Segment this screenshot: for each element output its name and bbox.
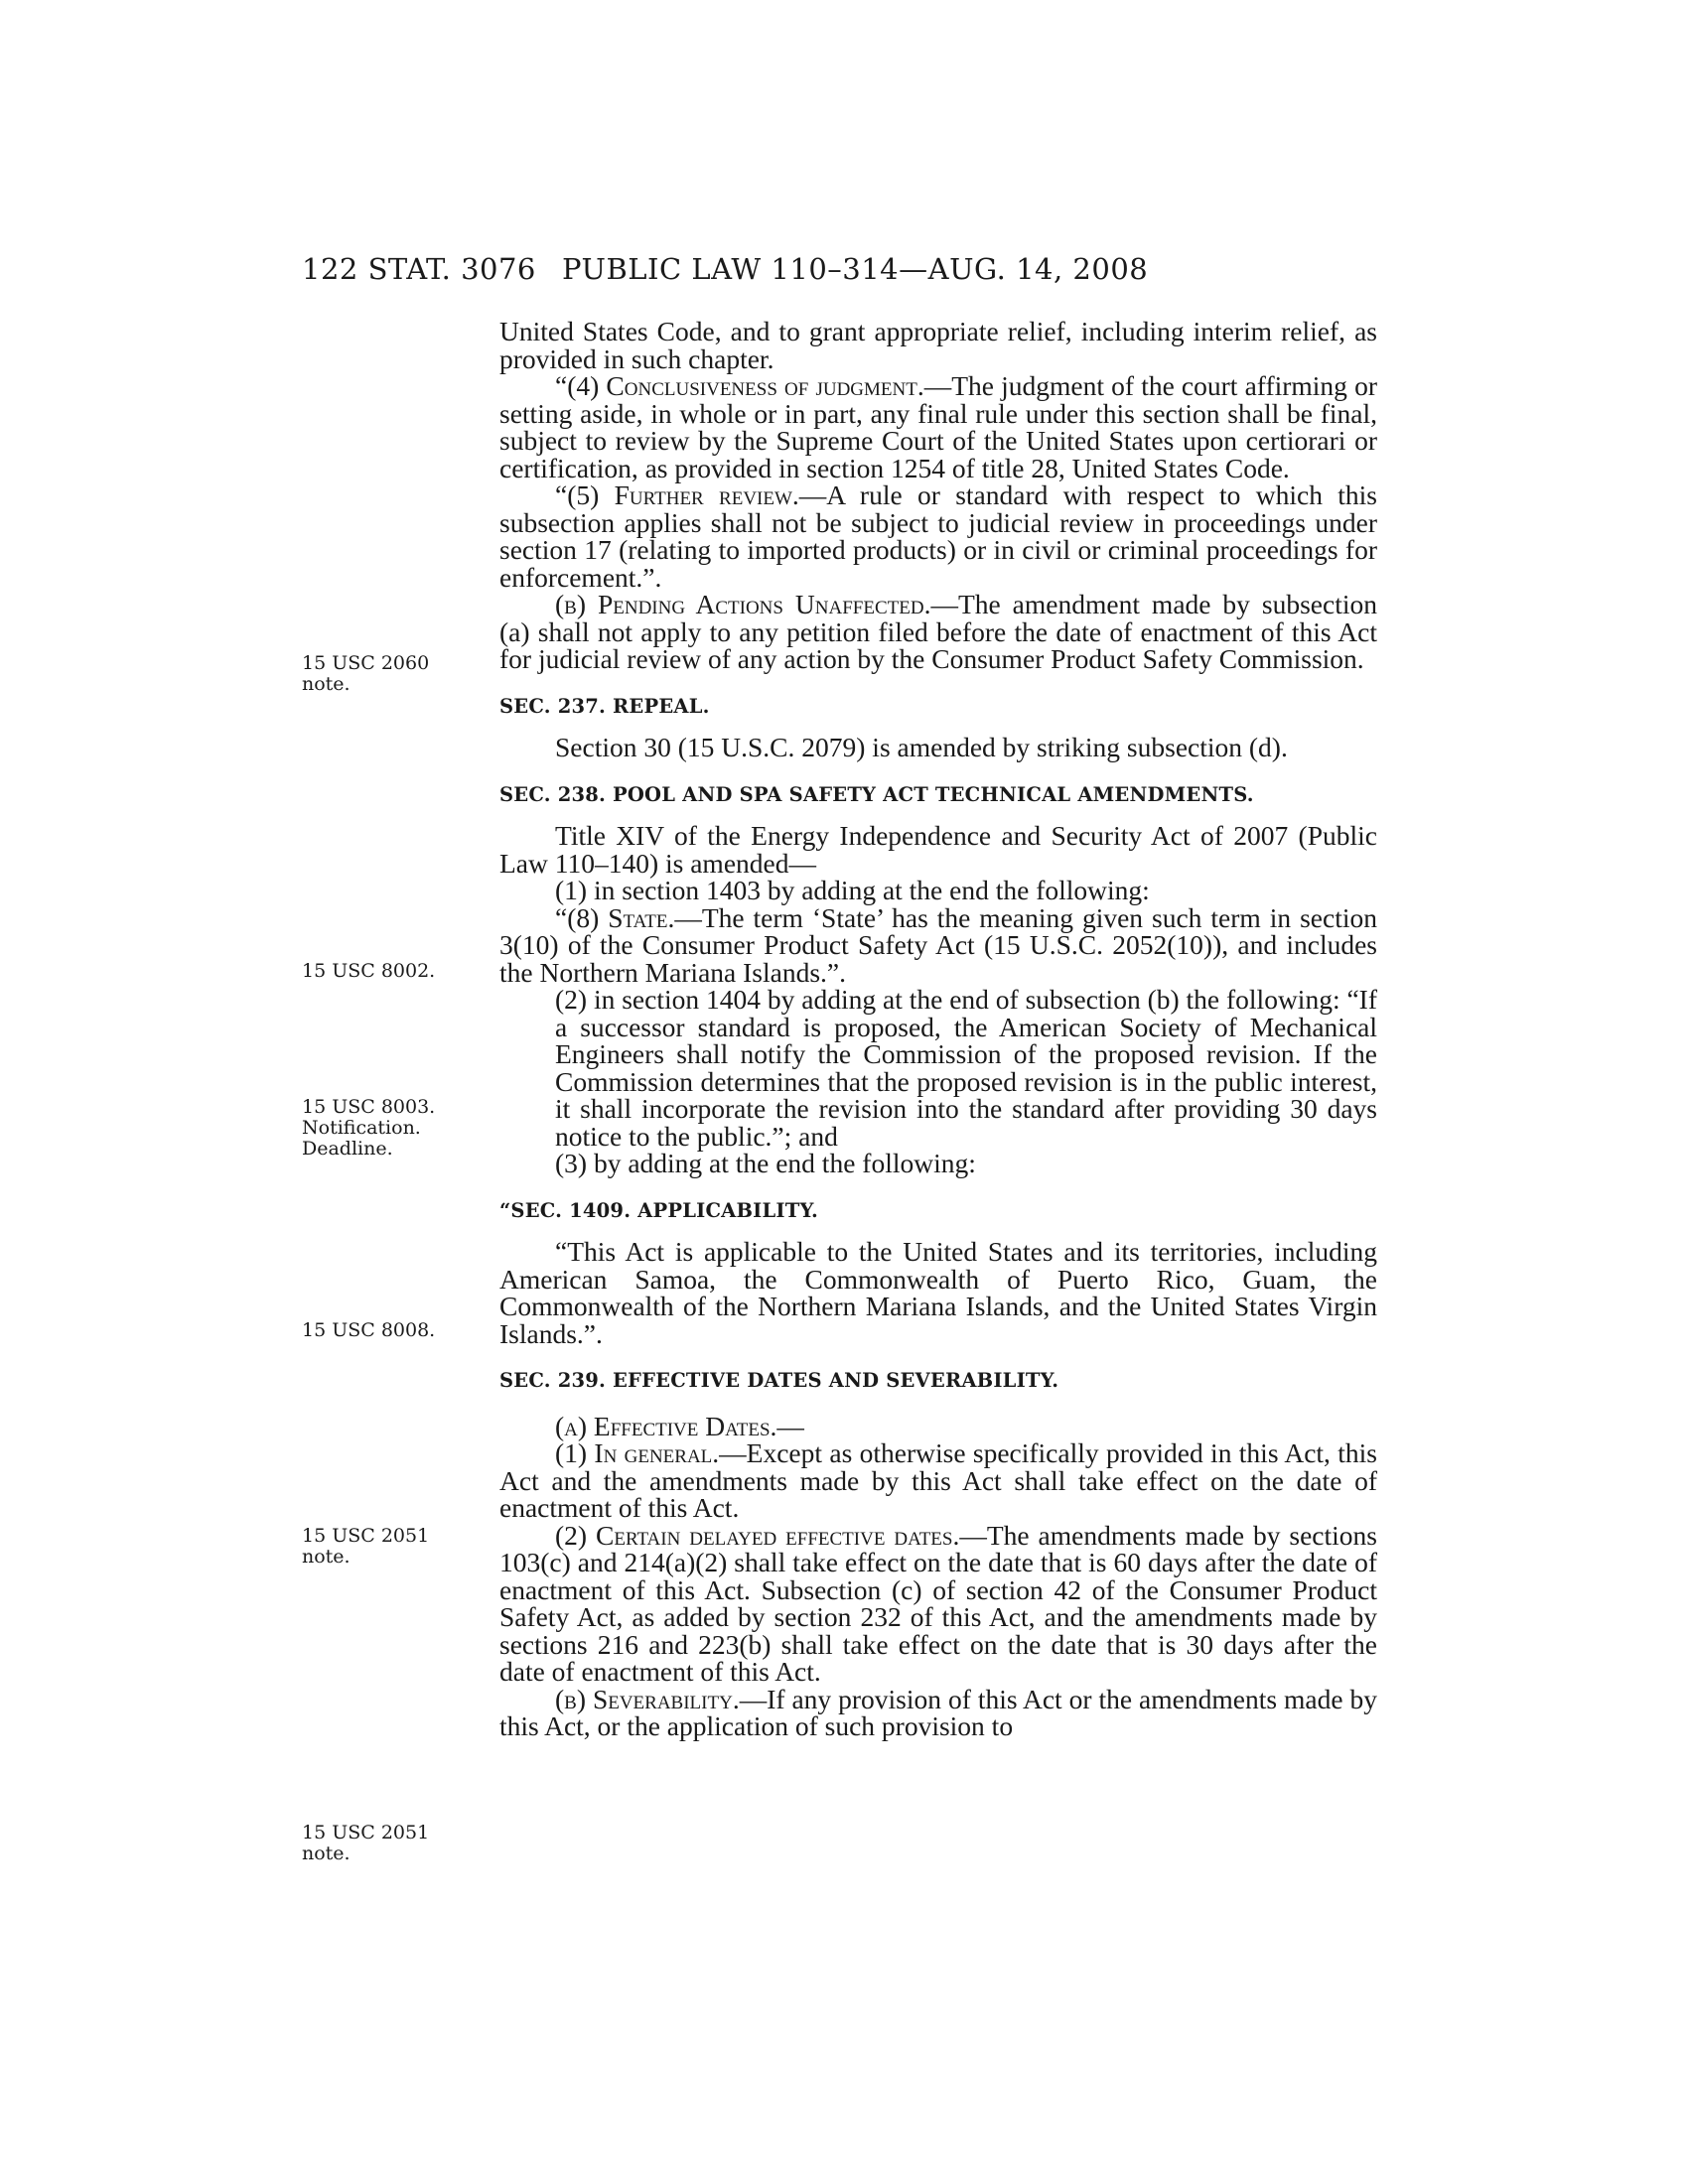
paragraph-text: —	[776, 1410, 804, 1441]
subsection-heading: “(5) Further review.	[555, 479, 799, 510]
margin-note-line: Notification.	[302, 1117, 421, 1139]
statute-text	[499, 318, 1377, 1740]
margin-note-line: note.	[302, 1546, 351, 1568]
paragraph	[499, 1410, 1377, 1441]
subsection-heading: (a) Effective Dates.	[555, 1410, 777, 1441]
subsection-heading: (b) Pending Actions Unaffected.	[555, 589, 931, 619]
paragraph: (1) in section 1403 by adding at the end the following:	[555, 875, 1150, 905]
margin-note-line: note.	[302, 1843, 351, 1864]
margin-note-line: 15 USC 2051	[302, 1822, 430, 1843]
paragraph	[499, 901, 1377, 988]
subsection-heading: “(8) State.	[555, 901, 675, 933]
paragraph: (3) by adding at the end the following:	[555, 1148, 976, 1178]
margin-note-line: Deadline.	[302, 1138, 393, 1160]
margin-note	[302, 1320, 491, 1341]
margin-note-line: 15 USC 2060	[302, 652, 430, 674]
subsection-heading: (2) Certain delayed effective dates.	[555, 1519, 960, 1551]
paragraph	[499, 372, 1377, 481]
paragraph	[499, 1683, 1377, 1741]
section-heading: SEC. 239. EFFECTIVE DATES AND SEVERABILITY.	[499, 1369, 1059, 1392]
paragraph	[499, 481, 1377, 591]
margin-note-line: note.	[302, 673, 351, 695]
margin-note-line: 15 USC 8003.	[302, 1096, 436, 1118]
margin-note-line: 15 USC 8008.	[302, 1319, 436, 1341]
subsection-heading: “(4) Conclusiveness of judgment.	[555, 370, 924, 401]
paragraph: “This Act is applicable to the United States and its territories, including American Samoa, the Commonwealth of Puerto Rico, Guam, the Commonwealth of the Northern Mariana Islands, and the United States Virgin Islands.”.	[499, 1236, 1377, 1349]
paragraph	[499, 591, 1377, 673]
paragraph-text: —The judgment of the court affirming or setting aside, in whole or in part, any final rule under this section shall be final, subject to review by the Supreme Court of the United States upon certiorari or certification, as provided in section 1254 of title 28, United States Code.	[499, 370, 1377, 483]
page-number: 122 STAT. 3076	[302, 252, 536, 286]
paragraph-text: —A rule or standard with respect to which this subsection applies shall not be subject to judicial review in proceedings under section 17 (relating to imported products) or in civil or criminal proceedings for enforcement.”.	[499, 479, 1377, 593]
paragraph-text: —The amendment made by subsection (a) shall not apply to any petition filed before the date of enactment of this Act for judicial review of any action by the Consumer Product Safety Commission.	[499, 589, 1377, 674]
margin-note	[302, 1526, 491, 1568]
paragraph	[499, 1519, 1377, 1687]
margin-note	[302, 653, 491, 695]
paragraph: (2) in section 1404 by adding at the end of subsection (b) the following: “If a successor standard is proposed, the American Society of Mechanical Engineers shall notify the Commission of the proposed revision. If the Commission determines that the proposed revision is in the public interest, it shall incorporate the revision into the standard after providing 30 days notice to the public.”; and	[555, 984, 1377, 1152]
paragraph-text: —If any provision of this Act or the amendments made by this Act, or the application of such provision to	[499, 1683, 1377, 1741]
page-header	[302, 252, 1378, 292]
paragraph	[499, 1439, 1377, 1522]
margin-note-line: 15 USC 2051	[302, 1525, 430, 1547]
margin-note	[302, 1823, 491, 1864]
section-heading: SEC. 237. REPEAL.	[499, 694, 710, 718]
margin-note	[302, 961, 491, 982]
running-title: PUBLIC LAW 110–314—AUG. 14, 2008	[562, 252, 1149, 286]
subsection-heading: (1) In general.	[555, 1437, 720, 1468]
paragraph: Section 30 (15 U.S.C. 2079) is amended by striking subsection (d).	[555, 732, 1288, 762]
margin-note-line: 15 USC 8002.	[302, 960, 436, 982]
paragraph-text: —The amendments made by sections 103(c) and 214(a)(2) shall take effect on the date that is 60 days after the date of enactment of this Act. Subsection (c) of section 42 of the Consumer Product Safety Act, as added by section 232 of this Act, and the amendments made by sections 216 and 223(b) shall take effect on the date that is 30 days after the date of enactment of this Act.	[499, 1519, 1377, 1687]
paragraph: Title XIV of the Energy Independence and Security Act of 2007 (Public Law 110–140) is amended—	[499, 820, 1377, 879]
paragraph-text: —The term ‘State’ has the meaning given such term in section 3(10) of the Consumer Product Safety Act (15 U.S.C. 2052(10)), and includes the Northern Mariana Islands.”.	[499, 901, 1377, 988]
section-heading: “SEC. 1409. APPLICABILITY.	[499, 1198, 819, 1222]
section-heading: SEC. 238. POOL AND SPA SAFETY ACT TECHNICAL AMENDMENTS.	[499, 782, 1254, 806]
margin-note	[302, 1097, 491, 1160]
paragraph-text: —Except as otherwise specifically provided in this Act, this Act and the amendments made by this Act shall take effect on the date of enactment of this Act.	[499, 1437, 1377, 1523]
subsection-heading: (b) Severability.	[555, 1683, 740, 1714]
paragraph: United States Code, and to grant appropriate relief, including interim relief, as provided in such chapter.	[499, 316, 1377, 374]
